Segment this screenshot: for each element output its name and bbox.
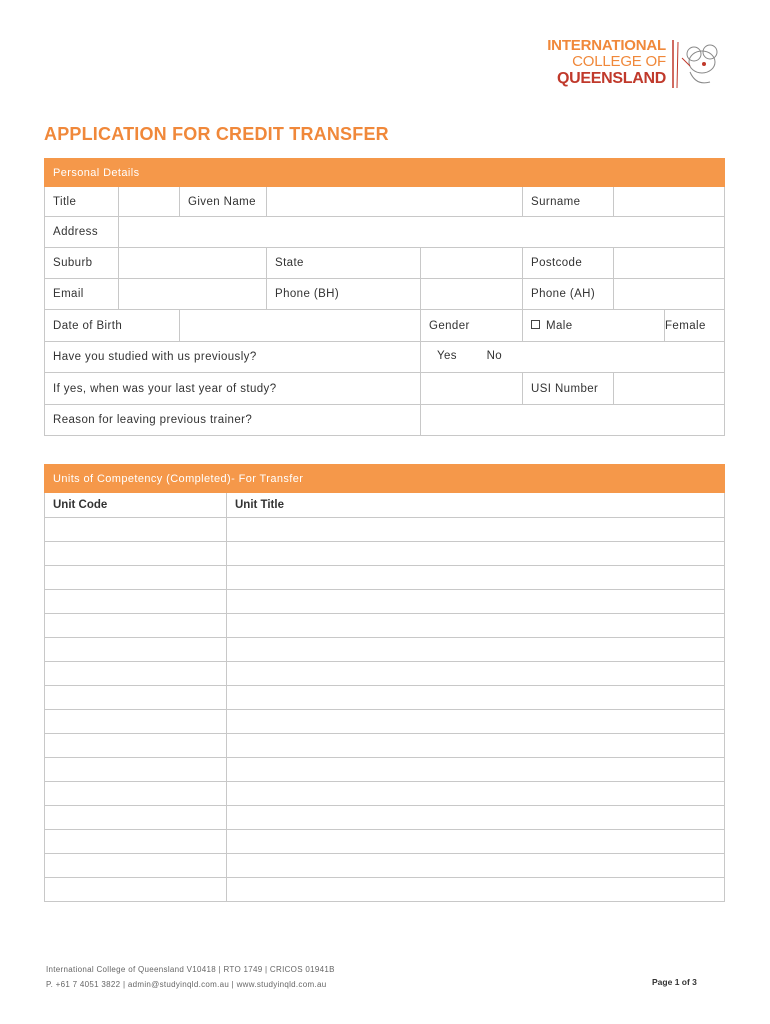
unit-code-cell[interactable] <box>45 854 227 878</box>
table-row <box>45 542 725 566</box>
unit-title-cell[interactable] <box>227 878 725 902</box>
unit-code-cell[interactable] <box>45 710 227 734</box>
given-name-label: Given Name <box>180 187 267 217</box>
table-row <box>45 686 725 710</box>
table-row <box>45 734 725 758</box>
phone-bh-label: Phone (BH) <box>267 279 421 310</box>
unit-code-cell[interactable] <box>45 830 227 854</box>
dob-label: Date of Birth <box>45 310 180 342</box>
unit-code-cell[interactable] <box>45 878 227 902</box>
phone-ah-label: Phone (AH) <box>523 279 614 310</box>
postcode-field[interactable] <box>614 248 725 279</box>
unit-code-cell[interactable] <box>45 758 227 782</box>
studied-previously-options[interactable] <box>421 342 725 373</box>
page-total: 3 <box>692 977 697 987</box>
female-label: Female <box>665 319 706 332</box>
postcode-label: Postcode <box>523 248 614 279</box>
unit-title-cell[interactable] <box>227 518 725 542</box>
usi-field[interactable] <box>614 373 725 405</box>
address-label: Address <box>45 217 119 248</box>
yes-label[interactable]: Yes <box>437 350 457 362</box>
unit-title-cell[interactable] <box>227 782 725 806</box>
unit-title-cell[interactable] <box>227 734 725 758</box>
page-mid: of <box>679 977 693 987</box>
address-field[interactable] <box>119 217 725 248</box>
unit-code-cell[interactable] <box>45 518 227 542</box>
table-row <box>45 878 725 902</box>
state-label: State <box>267 248 421 279</box>
gender-male-option[interactable] <box>523 310 665 342</box>
table-row <box>45 590 725 614</box>
unit-code-cell[interactable] <box>45 566 227 590</box>
suburb-label: Suburb <box>45 248 119 279</box>
table-row <box>45 638 725 662</box>
unit-code-cell[interactable] <box>45 782 227 806</box>
table-row <box>45 566 725 590</box>
unit-code-cell[interactable] <box>45 806 227 830</box>
table-row <box>45 710 725 734</box>
logo-line-college-of: COLLEGE OF <box>572 53 666 70</box>
units-table <box>44 464 725 902</box>
unit-title-cell[interactable] <box>227 806 725 830</box>
gender-label: Gender <box>421 310 523 342</box>
studied-previously-label: Have you studied with us previously? <box>45 342 421 373</box>
surname-field[interactable] <box>614 187 725 217</box>
unit-code-cell[interactable] <box>45 590 227 614</box>
footer <box>46 962 335 992</box>
unit-title-cell[interactable] <box>227 614 725 638</box>
reason-field[interactable] <box>421 405 725 436</box>
given-name-field[interactable] <box>267 187 523 217</box>
personal-details-header: Personal Details <box>45 159 725 187</box>
unit-code-cell[interactable] <box>45 638 227 662</box>
page-title: APPLICATION FOR CREDIT TRANSFER <box>44 124 389 144</box>
unit-title-cell[interactable] <box>227 854 725 878</box>
state-field[interactable] <box>421 248 523 279</box>
phone-bh-field[interactable] <box>421 279 523 310</box>
unit-title-cell[interactable] <box>227 686 725 710</box>
table-row <box>45 806 725 830</box>
table-row <box>45 662 725 686</box>
logo-line-international: INTERNATIONAL <box>547 37 666 54</box>
male-label: Male <box>546 319 573 332</box>
unit-code-cell[interactable] <box>45 662 227 686</box>
unit-code-cell[interactable] <box>45 734 227 758</box>
suburb-field[interactable] <box>119 248 267 279</box>
logo-text <box>534 38 666 87</box>
unit-code-cell[interactable] <box>45 614 227 638</box>
page-number <box>652 977 697 987</box>
unit-title-header: Unit Title <box>227 493 725 518</box>
table-row <box>45 614 725 638</box>
usi-label: USI Number <box>523 373 614 405</box>
title-field[interactable] <box>119 187 180 217</box>
table-row <box>45 758 725 782</box>
footer-line-2: P. +61 7 4051 3822 | admin@studyinqld.com.au | www.studyinqld.com.au <box>46 980 327 989</box>
reason-label: Reason for leaving previous trainer? <box>45 405 421 436</box>
logo-line-queensland: QUEENSLAND <box>556 70 666 87</box>
male-checkbox-icon[interactable] <box>531 320 540 329</box>
unit-code-header: Unit Code <box>45 493 227 518</box>
title-label: Title <box>45 187 119 217</box>
table-row <box>45 830 725 854</box>
unit-rows <box>45 518 725 902</box>
unit-title-cell[interactable] <box>227 758 725 782</box>
email-label: Email <box>45 279 119 310</box>
table-row <box>45 854 725 878</box>
phone-ah-field[interactable] <box>614 279 725 310</box>
surname-label: Surname <box>523 187 614 217</box>
table-row <box>45 782 725 806</box>
unit-title-cell[interactable] <box>227 542 725 566</box>
koala-logo-icon <box>670 38 720 90</box>
table-row <box>45 518 725 542</box>
footer-line-1: International College of Queensland V10418 | RTO 1749 | CRICOS 01941B <box>46 965 335 974</box>
unit-code-cell[interactable] <box>45 542 227 566</box>
no-label[interactable]: No <box>486 350 503 362</box>
personal-details-table <box>44 158 725 436</box>
units-header: Units of Competency (Completed)- For Transfer <box>45 465 725 493</box>
unit-title-cell[interactable] <box>227 590 725 614</box>
unit-title-cell[interactable] <box>227 830 725 854</box>
email-field[interactable] <box>119 279 267 310</box>
page-prefix: Page <box>652 977 675 987</box>
gender-female-option[interactable] <box>665 310 725 342</box>
unit-title-cell[interactable] <box>227 662 725 686</box>
unit-code-cell[interactable] <box>45 686 227 710</box>
last-year-label: If yes, when was your last year of study? <box>45 373 421 405</box>
unit-title-cell[interactable] <box>227 710 725 734</box>
unit-title-cell[interactable] <box>227 638 725 662</box>
last-year-field[interactable] <box>421 373 523 405</box>
page-current: 1 <box>674 977 680 987</box>
college-logo <box>534 38 724 92</box>
dob-field[interactable] <box>180 310 421 342</box>
unit-title-cell[interactable] <box>227 566 725 590</box>
